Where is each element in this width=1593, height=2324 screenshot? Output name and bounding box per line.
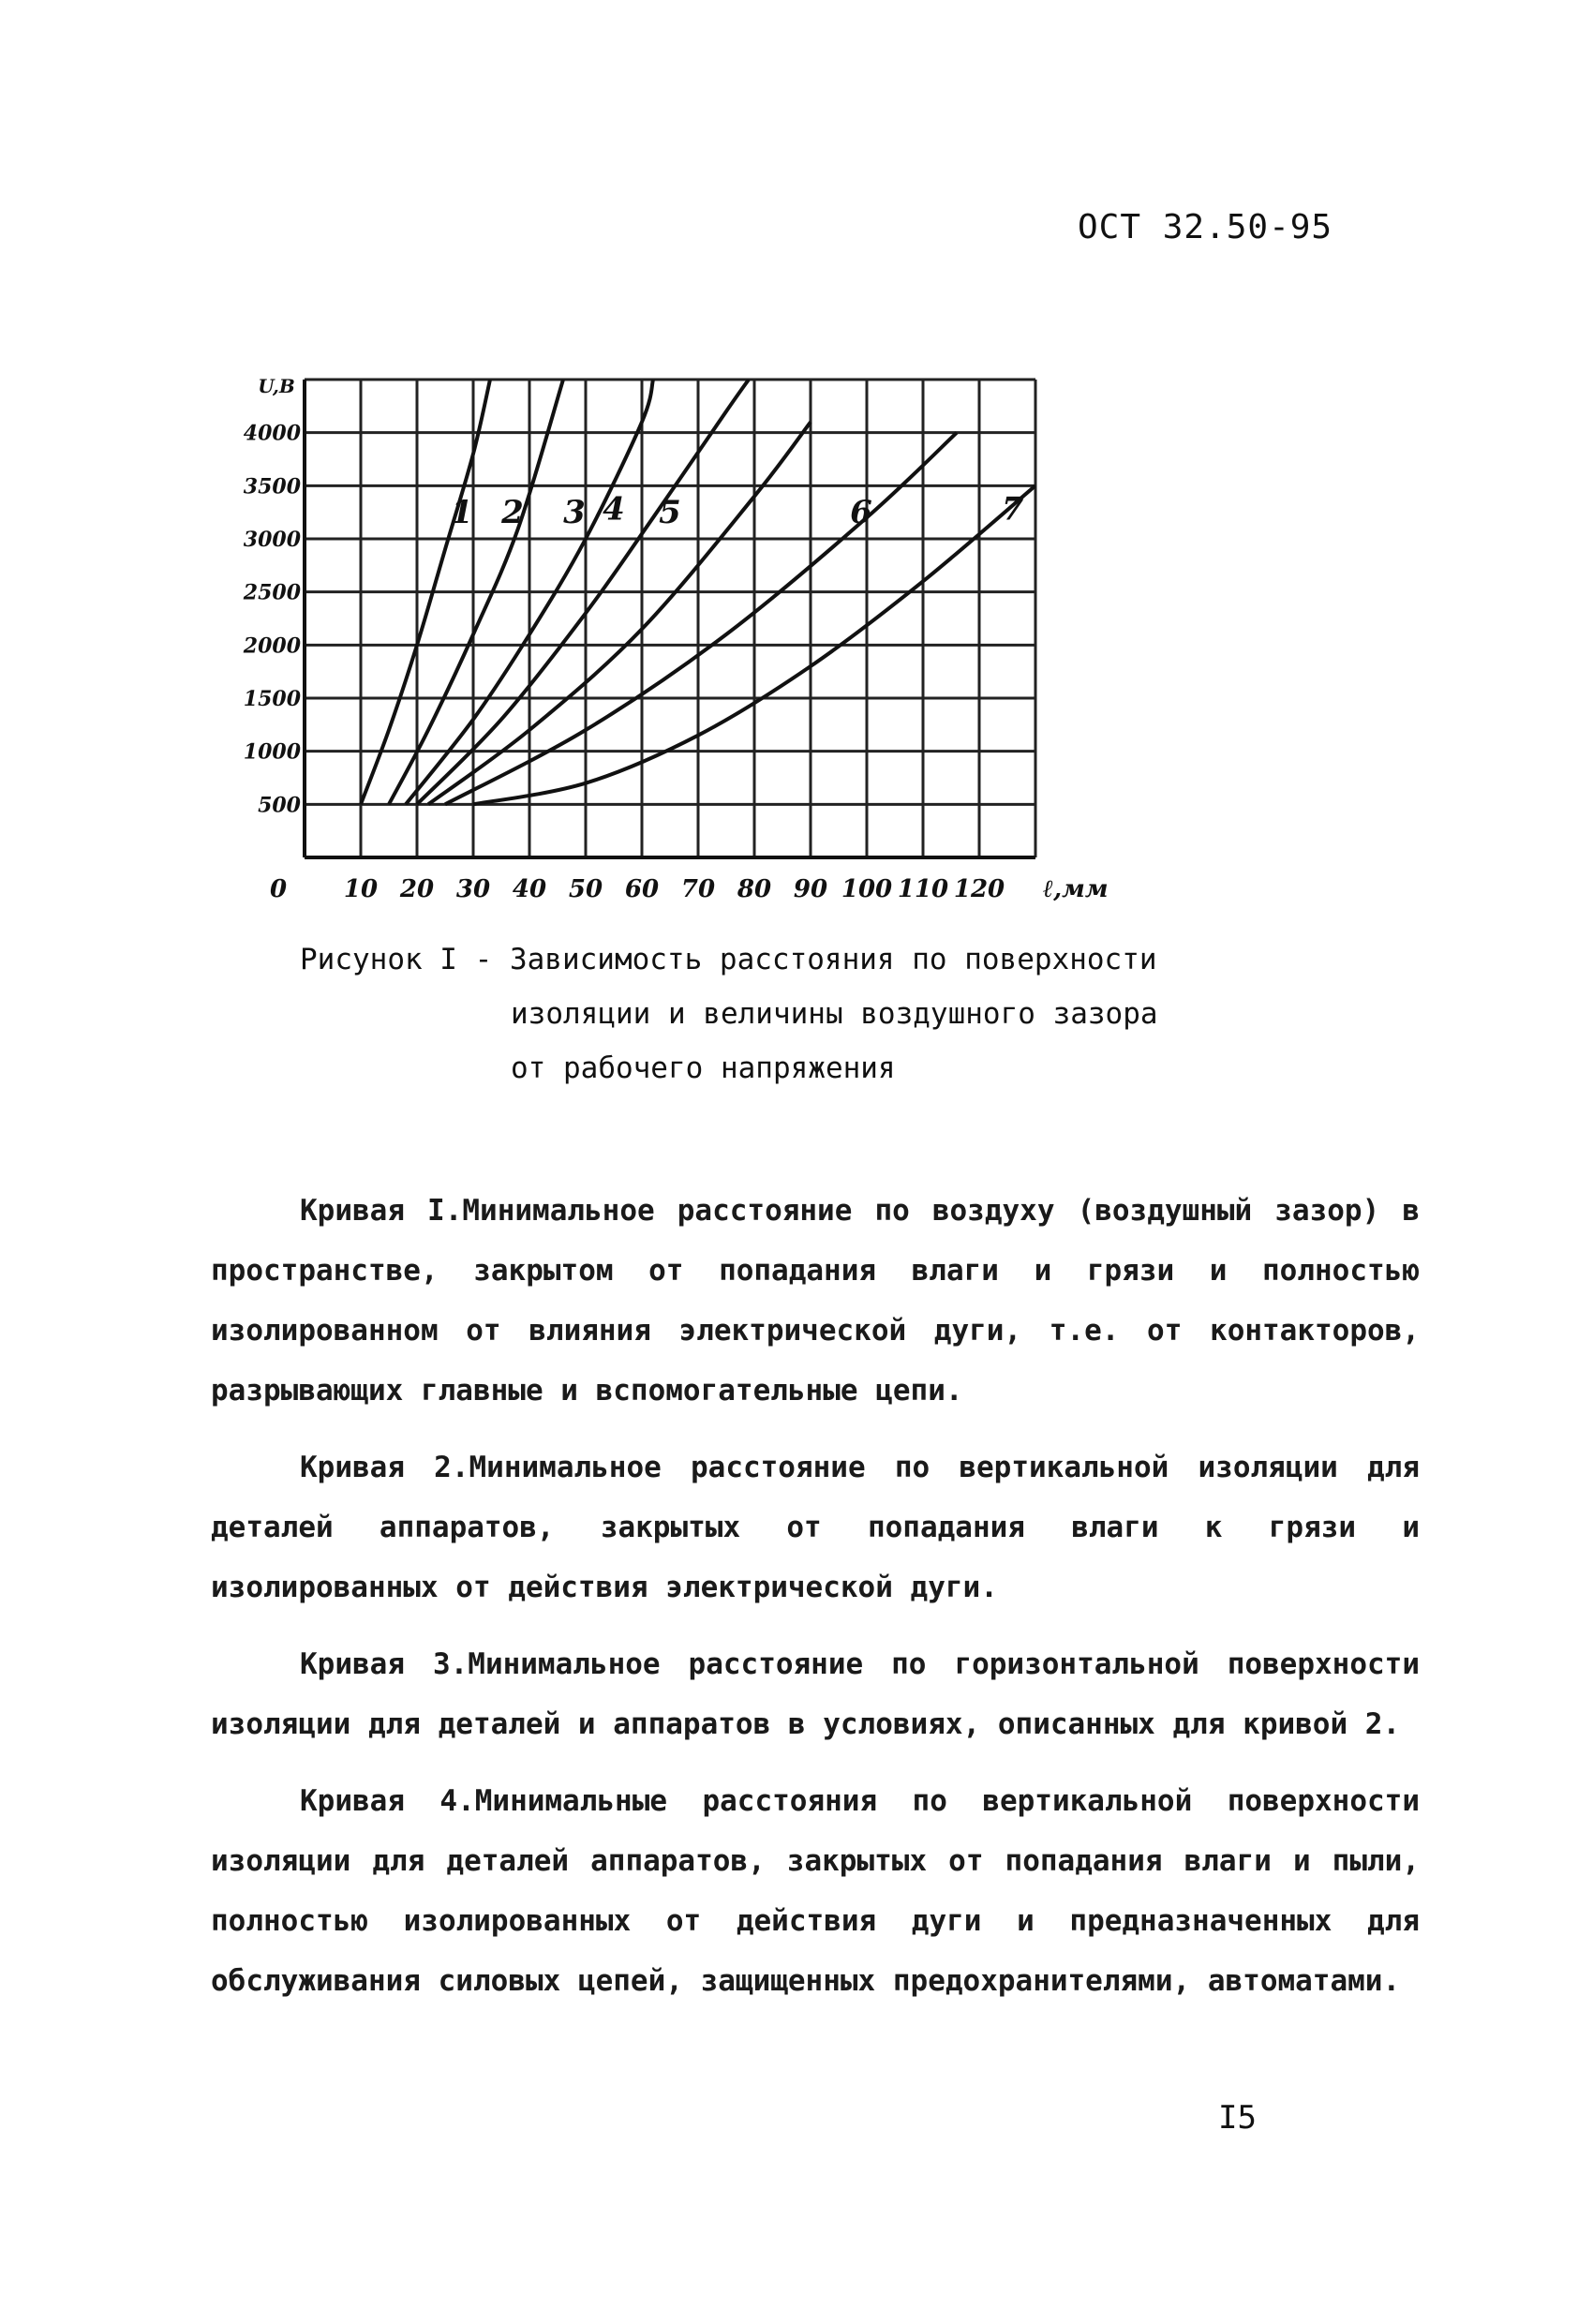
x-tick-label: 120 [953, 875, 1005, 903]
page-number: I5 [1218, 2099, 1257, 2137]
caption-line-3: от рабочего напряжения [511, 1051, 896, 1085]
x-tick-label: 40 [512, 875, 547, 903]
caption-line-2: изоляции и величины воздушного зазора [511, 997, 1158, 1031]
x-tick-label: 10 [343, 875, 379, 903]
y-tick-label: 500 [258, 793, 301, 818]
x-tick-label: 110 [897, 875, 949, 903]
body-text [211, 1181, 1420, 2028]
x-tick-label: 80 [737, 875, 772, 903]
figure-caption [300, 932, 1284, 1095]
x-tick-label: 100 [841, 875, 893, 903]
x-tick-label: 60 [624, 875, 660, 903]
y-tick-label: 1500 [243, 687, 301, 711]
x-tick-label: 70 [680, 875, 716, 903]
y-axis-label: U,В [258, 375, 295, 397]
curve-label-6: 6 [850, 494, 872, 531]
paragraph-curve-2: Кривая 2.Минимальное расстояние по вертикальной изоляции для деталей аппаратов, закрытых от попадания влаги к грязи и изолированных от действия электрической дуги. [211, 1451, 1420, 1604]
caption-line-1: Рисунок I - Зависимость расстояния по поверхности [300, 943, 1157, 976]
paragraph-curve-4: Кривая 4.Минимальные расстояния по вертикальной поверхности изоляции для деталей аппаратов, закрытых от попадания влаги и пыли, полностью изолированных от действия дуги и предназначенных для обслуживания силовых цепей, защищенных предохранителями, автоматами. [211, 1784, 1420, 1998]
voltage-distance-chart [225, 361, 1143, 923]
x-tick-label: 20 [399, 875, 435, 903]
x-axis-label: ℓ,мм [1043, 875, 1109, 903]
y-tick-label: 2500 [243, 580, 301, 605]
paragraph-curve-3: Кривая 3.Минимальное расстояние по горизонтальной поверхности изоляции для деталей и аппаратов в условиях, описанных для кривой 2. [211, 1647, 1420, 1741]
curve-label-7: 7 [1002, 490, 1024, 529]
curve-label-2: 2 [501, 494, 524, 531]
curve-label-4: 4 [603, 490, 625, 529]
x-tick-label: 50 [568, 875, 603, 903]
y-tick-label: 4000 [243, 421, 301, 446]
y-tick-label: 1000 [243, 739, 301, 765]
paragraph-curve-1: Кривая I.Минимальное расстояние по воздуху (воздушный зазор) в пространстве, закрытом от попадания влаги и грязи и полностью изолированном от влияния электрической дуги, т.е. от контакторов, разрывающих главные и вспомогательные цепи. [211, 1194, 1420, 1408]
curve-label-1: 1 [451, 494, 473, 531]
curve-6 [445, 433, 957, 805]
y-tick-label: 3000 [243, 528, 301, 552]
x-tick-label: 0 [269, 875, 288, 903]
x-tick-label: 90 [793, 875, 828, 903]
curve-label-3: 3 [563, 494, 586, 531]
y-tick-label: 3500 [243, 474, 301, 499]
y-tick-label: 2000 [243, 633, 301, 659]
document-code: ОСТ 32.50-95 [1078, 208, 1333, 246]
x-tick-label: 30 [455, 875, 491, 903]
curve-label-5: 5 [659, 494, 681, 531]
